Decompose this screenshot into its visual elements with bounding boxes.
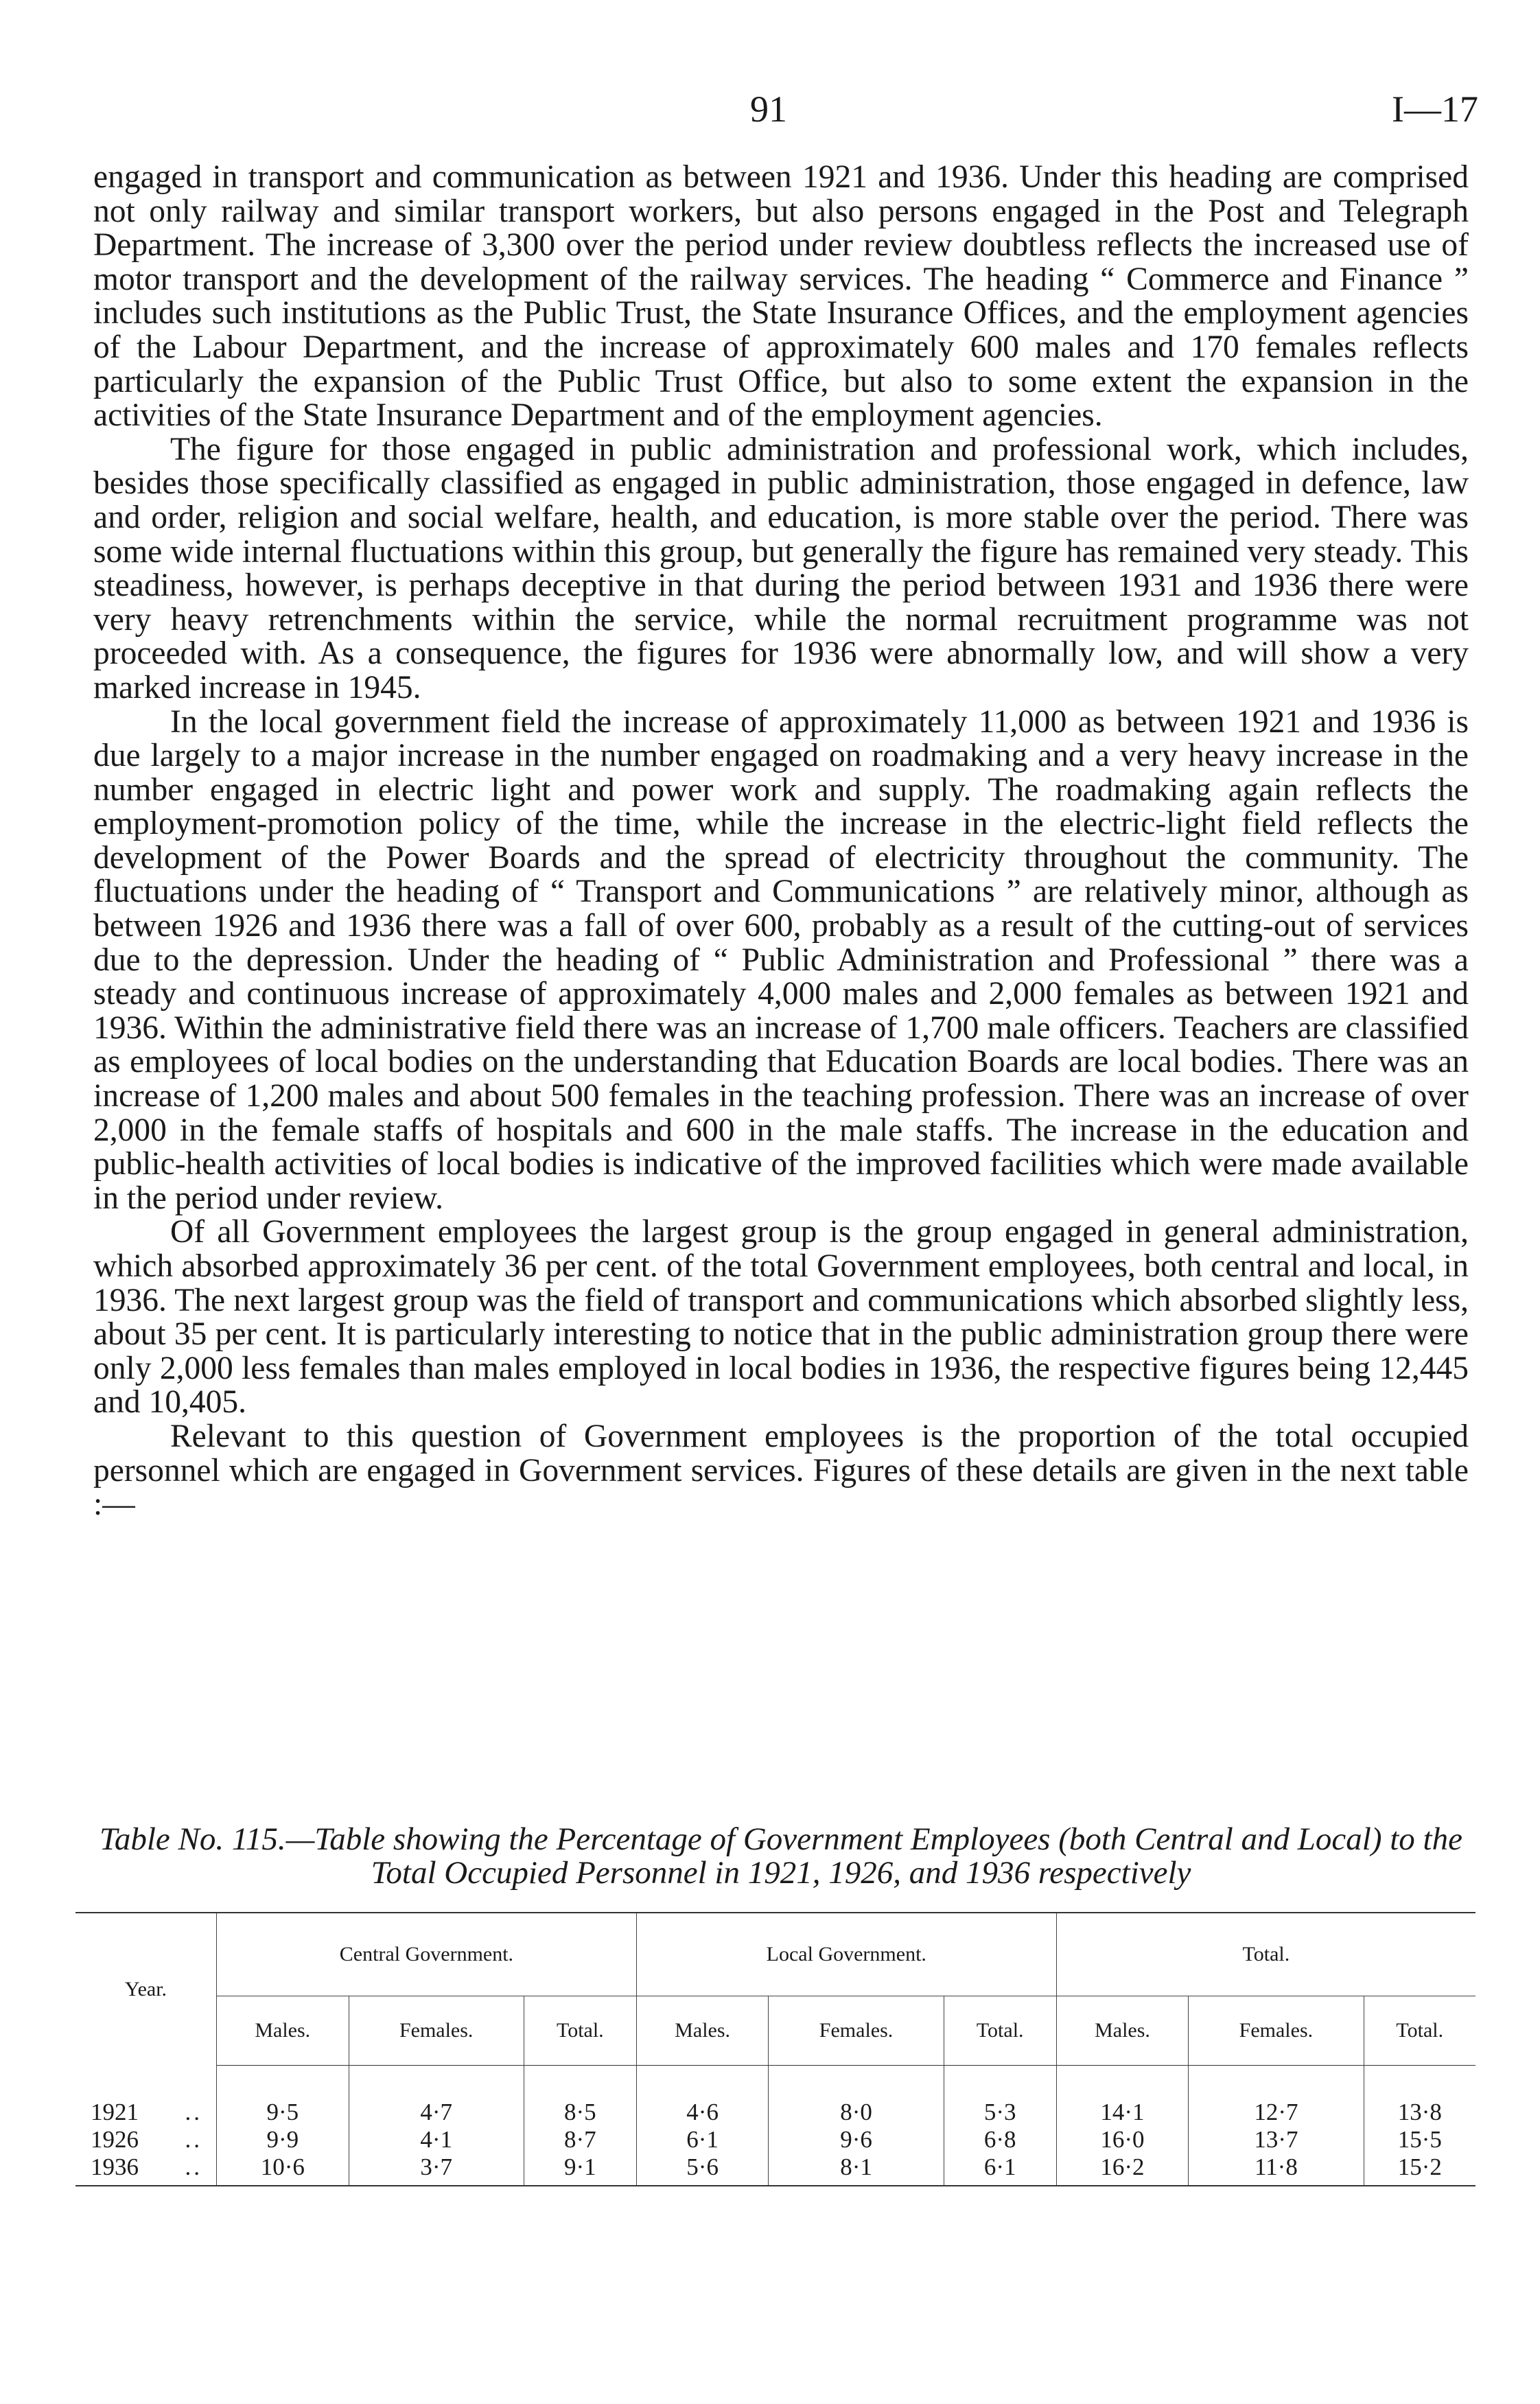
table-cell: 9·6 xyxy=(769,2126,944,2154)
table-row xyxy=(75,2154,1475,2186)
central-males-header: Males. xyxy=(217,1996,349,2066)
year-column-header: Year. xyxy=(75,1913,217,2066)
leader-dots: .. xyxy=(185,2126,202,2153)
paragraph: engaged in transport and communication as between 1921 and 1936. Under this heading are comprised not only railway and similar transport workers, but also persons engaged in the Post and Telegraph Department. The increase of 3,300 over the period under review doubtless reflects the increased use of motor transport and the development of the railway services. The heading “ Commerce and Finance ” includes such institutions as the Public Trust, the State Insurance Offices, and the employment agencies of the Labour Department, and the increase of approximately 600 males and 170 females reflects particularly the expansion of the Public Trust Office, but also to some extent the expansion in the activities of the State Insurance Department and of the employment agencies. xyxy=(93,159,1469,434)
local-total-header: Total. xyxy=(944,1996,1056,2066)
total-males-header: Males. xyxy=(1056,1996,1189,2066)
table-cell: 4·6 xyxy=(636,2099,769,2126)
total-females-header: Females. xyxy=(1189,1996,1364,2066)
table-cell: 8·7 xyxy=(524,2126,636,2154)
central-government-header: Central Government. xyxy=(217,1913,637,1996)
body-text xyxy=(93,161,1469,1522)
leader-dots: .. xyxy=(185,2099,202,2125)
total-total-header: Total. xyxy=(1364,1996,1475,2066)
table-cell: 9·5 xyxy=(217,2099,349,2126)
table-cell: 9·1 xyxy=(524,2154,636,2186)
percentage-table xyxy=(75,1912,1475,2186)
leader-dots: .. xyxy=(185,2154,202,2180)
row-year: 1921 xyxy=(91,2099,139,2125)
table-cell: 10·6 xyxy=(217,2154,349,2186)
table-caption: Table No. 115.—Table showing the Percentage of Government Employees (both Central and Local) to the Total Occupied Personnel in 1921, 1926, and 1936 respectively xyxy=(100,1821,1462,1891)
table-cell: 11·8 xyxy=(1189,2154,1364,2186)
table-row xyxy=(75,2099,1475,2126)
table-cell: 5·3 xyxy=(944,2099,1056,2126)
central-total-header: Total. xyxy=(524,1996,636,2066)
paragraph: The figure for those engaged in public administration and professional work, which includes, besides those specifically classified as engaged in public administration, those engaged in defence, law and order, religion and social welfare, health, and education, is more stable over the period. There was some wide internal fluctuations within this group, but generally the figure has remained very steady. This steadiness, however, is perhaps deceptive in that during the period between 1931 and 1936 there were very heavy retrenchments within the service, while the normal recruitment programme was not proceeded with. As a consequence, the figures for 1936 were abnormally low, and will show a very marked increase in 1945. xyxy=(93,431,1469,705)
table-cell: 5·6 xyxy=(636,2154,769,2186)
row-year: 1936 xyxy=(91,2154,139,2180)
local-males-header: Males. xyxy=(636,1996,769,2066)
table-cell: 9·9 xyxy=(217,2126,349,2154)
table-cell: 15·2 xyxy=(1364,2154,1475,2186)
page-reference: I—17 xyxy=(1392,89,1478,130)
paragraph: In the local government field the increase of approximately 11,000 as between 1921 and 1936 is due largely to a major increase in the number engaged on roadmaking and a very heavy increase in the number engaged in electric light and power work and supply. The roadmaking again reflects the employment-promotion policy of the time, while the increase in the electric-light field reflects the development of the Power Boards and the spread of electricity throughout the community. The fluctuations under the heading of “ Transport and Communications ” are relatively minor, although as between 1926 and 1936 there was a fall of over 600, probably as a result of the cutting-out of services due to the depression. Under the heading of “ Public Administration and Professional ” there was a steady and continuous increase of approximately 4,000 males and 2,000 females as between 1921 and 1936. Within the administrative field there was an increase of 1,700 male officers. Teachers are classified as employees of local bodies on the understanding that Education Boards are local bodies. There was an increase of 1,200 males and about 500 females in the teaching profession. There was an increase of over 2,000 in the female staffs of hospitals and 600 in the male staffs. The increase in the education and public-health activities of local bodies is indicative of the improved facilities which were made available in the period under review. xyxy=(93,703,1469,1216)
table-cell: 15·5 xyxy=(1364,2126,1475,2154)
table-cell: 8·5 xyxy=(524,2099,636,2126)
total-header: Total. xyxy=(1056,1913,1475,1996)
table-cell: 6·8 xyxy=(944,2126,1056,2154)
paragraph: Relevant to this question of Government employees is the proportion of the total occupied personnel which are engaged in Government services. Figures of these details are given in the next table :— xyxy=(93,1418,1469,1523)
table-cell: 14·1 xyxy=(1056,2099,1189,2126)
row-year: 1926 xyxy=(91,2126,139,2153)
table-cell: 6·1 xyxy=(636,2126,769,2154)
table-cell: 6·1 xyxy=(944,2154,1056,2186)
local-government-header: Local Government. xyxy=(636,1913,1056,1996)
table-cell: 8·1 xyxy=(769,2154,944,2186)
page-number: 91 xyxy=(750,89,787,130)
table-cell: 13·8 xyxy=(1364,2099,1475,2126)
table-cell: 12·7 xyxy=(1189,2099,1364,2126)
local-females-header: Females. xyxy=(769,1996,944,2066)
paragraph: Of all Government employees the largest group is the group engaged in general administration, which absorbed approximately 36 per cent. of the total Government employees, both central and local, in 1936. The next largest group was the field of transport and communications which absorbed slightly less, about 35 per cent. It is particularly interesting to notice that in the public administration group there were only 2,000 less females than males employed in local bodies in 1936, the respective figures being 12,445 and 10,405. xyxy=(93,1214,1469,1421)
table-cell: 16·2 xyxy=(1056,2154,1189,2186)
table-cell: 13·7 xyxy=(1189,2126,1364,2154)
table-row xyxy=(75,2126,1475,2154)
central-females-header: Females. xyxy=(349,1996,524,2066)
table-cell: 16·0 xyxy=(1056,2126,1189,2154)
table-cell: 8·0 xyxy=(769,2099,944,2126)
table-cell: 3·7 xyxy=(349,2154,524,2186)
table-cell: 4·1 xyxy=(349,2126,524,2154)
table-cell: 4·7 xyxy=(349,2099,524,2126)
